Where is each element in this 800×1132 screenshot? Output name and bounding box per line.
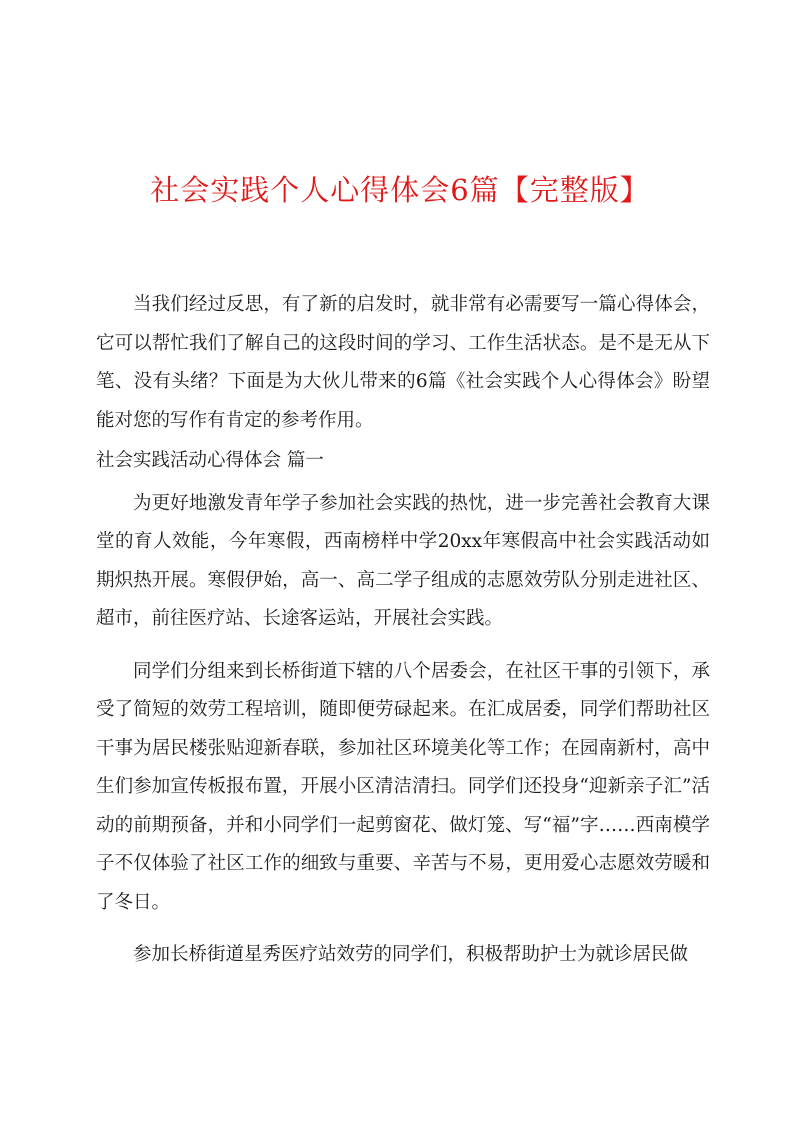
body-paragraph-1: 为更好地激发青年学子参加社会实践的热忱，进一步完善社会教育大课堂的育人效能，今年寒假，西南榜样中学20xx年寒假高中社会实践活动如期炽热开展。寒假伊始，高一、高二学子组成的志愿效劳队分别走进社区、超市，前往医疗站、长途客运站，开展社会实践。 (96, 492, 710, 629)
section-heading: 社会实践活动心得体会 篇一 (96, 450, 324, 471)
document-title: 社会实践个人心得体会6篇【完整版】 (150, 173, 650, 207)
body-paragraph-2: 同学们分组来到长桥街道下辖的八个居委会，在社区干事的引领下，承受了简短的效劳工程培训，随即便劳碌起来。在汇成居委，同学们帮助社区干事为居民楼张贴迎新春联，参加社区环境美化等工作；在园南新村，高中生们参加宣传板报布置，开展小区清洁清扫。同学们还投身“迎新亲子汇”活动的前期预备，并和小同学们一起剪窗花、做灯笼、写“福”字……西南模学子不仅体验了社区工作的细致与重要、辛苦与不易，更用爱心志愿效劳暖和了冬日。 (96, 660, 710, 913)
intro-paragraph: 当我们经过反思，有了新的启发时，就非常有必需要写一篇心得体会，它可以帮忙我们了解自己的这段时间的学习、工作生活状态。是不是无从下笔、没有头绪？下面是为大伙儿带来的6篇《社会实践个人心得体会》盼望能对您的写作有肯定的参考作用。 (96, 294, 710, 431)
document-body (96, 286, 710, 989)
body-paragraph-3: 参加长桥街道星秀医疗站效劳的同学们，积极帮助护士为就诊居民做 (133, 944, 689, 965)
